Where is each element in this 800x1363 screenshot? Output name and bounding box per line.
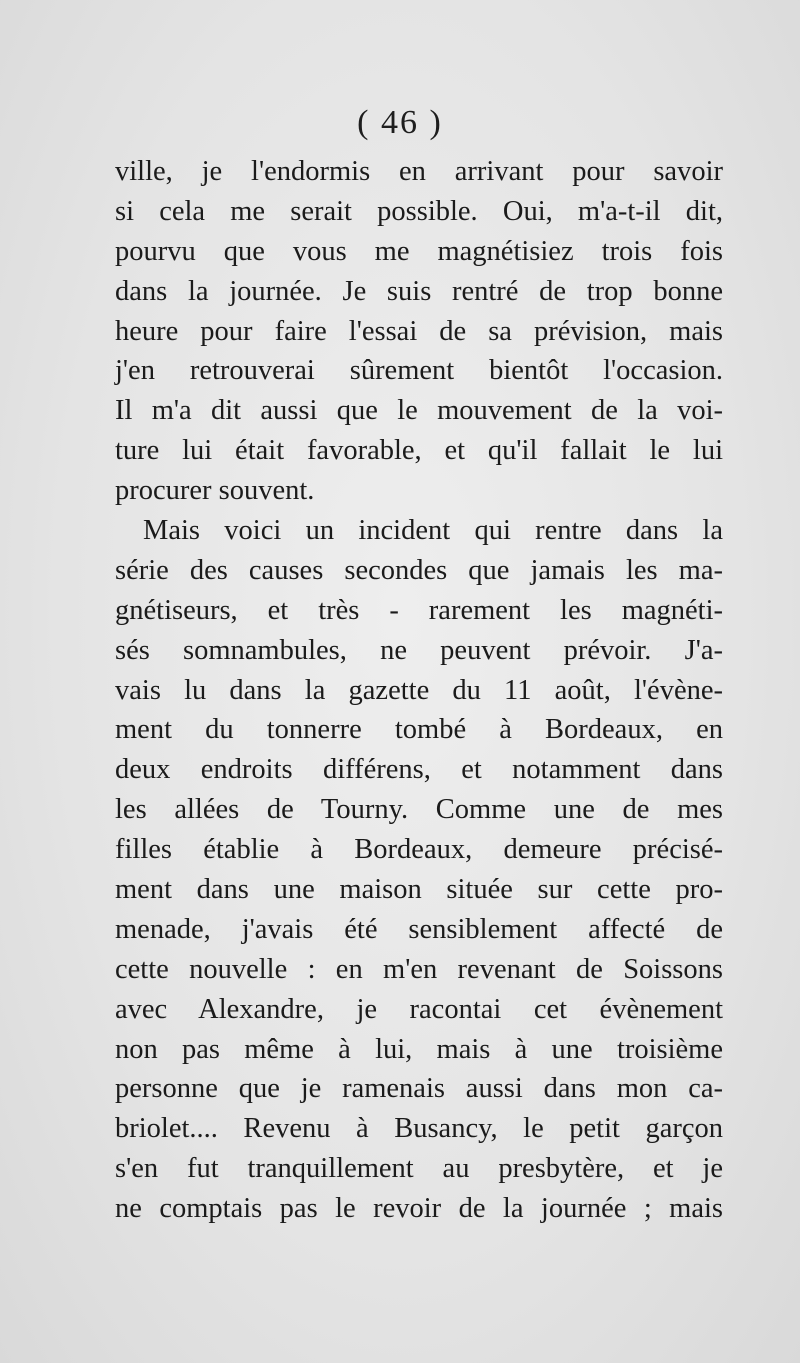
text-line: sés somnambules, ne peuvent prévoir. J'a- <box>115 634 723 666</box>
text-line: dans la journée. Je suis rentré de trop bonne <box>115 275 723 307</box>
text-line: ment du tonnerre tombé à Bordeaux, en <box>115 714 723 746</box>
text-line: menade, j'avais été sensiblement affecté de <box>115 913 723 945</box>
body-text <box>115 152 723 1229</box>
text-line: ture lui était favorable, et qu'il fallait le lui <box>115 435 723 467</box>
text-line: pourvu que vous me magnétisiez trois fois <box>115 235 723 267</box>
text-line: procurer souvent. <box>115 475 315 507</box>
text-line: j'en retrouverai sûrement bientôt l'occasion. <box>115 355 723 387</box>
text-line: cette nouvelle : en m'en revenant de Soissons <box>115 953 723 985</box>
text-line: série des causes secondes que jamais les ma- <box>115 554 723 586</box>
text-line: Mais voici un incident qui rentre dans la <box>143 515 723 547</box>
text-line: ville, je l'endormis en arrivant pour savoir <box>115 156 723 187</box>
text-line: deux endroits différens, et notamment dans <box>115 754 723 786</box>
text-line: heure pour faire l'essai de sa prévision, mais <box>115 315 723 347</box>
text-line: gnétiseurs, et très - rarement les magnéti- <box>115 594 723 626</box>
text-line: avec Alexandre, je racontai cet évènement <box>115 993 723 1025</box>
text-line: Il m'a dit aussi que le mouvement de la voi- <box>115 395 723 427</box>
text-line: ne comptais pas le revoir de la journée ; mais <box>115 1193 723 1225</box>
text-line: filles établie à Bordeaux, demeure précisé- <box>115 834 723 866</box>
text-line: briolet.... Revenu à Busancy, le petit garçon <box>115 1113 723 1145</box>
text-line: personne que je ramenais aussi dans mon ca- <box>115 1073 723 1105</box>
text-line: les allées de Tourny. Comme une de mes <box>115 794 723 826</box>
text-line: vais lu dans la gazette du 11 août, l'évène- <box>115 674 723 706</box>
text-line: s'en fut tranquillement au presbytère, et je <box>115 1153 723 1185</box>
page-number: ( 46 ) <box>357 104 443 141</box>
text-line: ment dans une maison située sur cette pro- <box>115 874 723 906</box>
text-line: non pas même à lui, mais à une troisième <box>115 1033 723 1065</box>
text-line: si cela me serait possible. Oui, m'a-t-il dit, <box>115 195 723 227</box>
